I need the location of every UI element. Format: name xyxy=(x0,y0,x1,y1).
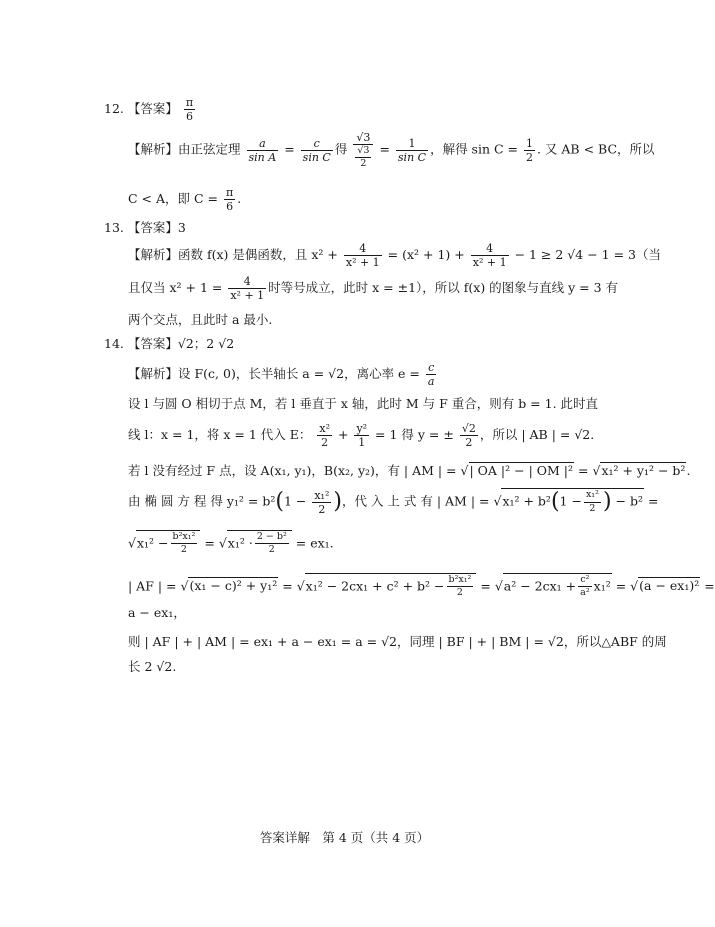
q13-answer-tag: 【答案】 xyxy=(127,220,178,235)
q14-line-10: 长 2 √2. xyxy=(128,659,177,674)
q13-analysis-line-3: 两个交点，且此时 a 最小. xyxy=(128,312,273,327)
q14-line-9: 则 | AF | + | AM | = ex₁ + a − ex₁ = a = √2，同理 | BF | + | BM | = √2，所以△ABF 的周 xyxy=(128,634,667,649)
q14-sqrt-af: (x₁ − c)² + y₁² xyxy=(189,578,278,594)
q12-answer-line xyxy=(104,97,197,122)
q12-frac-2: $\frac{c}{\text{sin C}}$ xyxy=(302,136,331,164)
q13-analysis-line-2: 且仅当 x² + 1 = $\frac{4}{\text{x² + 1}}$ 时等号成立，此时 x = ±1），所以 f(x) 的图象与直线 y = 3 有 xyxy=(128,275,619,302)
q14-sqrt-6b: x₁² · $\frac{\text{2 − b²}}{2}$ xyxy=(227,530,292,556)
q14-frac-x2: $\frac{\text{x²}}{2}$ xyxy=(319,422,330,449)
page-footer: 答案详解 第 4 页（共 4 页） xyxy=(259,830,430,845)
q14-sqrt-7c: a² − 2cx₁ + $\frac{\text{c²}}{\text{a²}}$ x₁² xyxy=(503,574,611,599)
q14-analysis-tag: 【解析】 xyxy=(128,366,179,381)
q13-frac-3: $\frac{4}{\text{x² + 1}}$ xyxy=(230,275,265,302)
q14-line-4: 若 l 没有经过 F 点，设 A(x₁, y₁)，B(x₂, y₂)，有 | AM | = √| OA |² − | OM |² = √x₁² + y₁² − b². xyxy=(128,463,691,478)
q12-number: 12. xyxy=(104,101,124,116)
q14-analysis-line-1: 【解析】设 F(c, 0)，长半轴长 a = √2，离心率 e = $\frac{c}{a}$ xyxy=(128,361,435,388)
q13-answer-value: 3 xyxy=(177,220,186,235)
q14-frac-y2: $\frac{\text{y²}}{1}$ xyxy=(356,422,368,449)
q14-line-2: 设 l 与圆 O 相切于点 M，若 l 垂直于 x 轴，此时 M 与 F 重合，则有 b = 1. 此时直 xyxy=(128,396,599,411)
q14-frac-x1sq-2: $\frac{\text{x₁²}}{2}$ xyxy=(314,488,330,516)
q12-frac-4: $\frac{1}{\text{sin C}}$ xyxy=(397,136,427,164)
q13-frac-2: $\frac{4}{\text{x² + 1}}$ xyxy=(472,242,507,269)
q12-frac-5: $\frac{1}{2}$ xyxy=(525,136,533,164)
q14-line-6: √x₁² − $\frac{\text{b²x₁²}}{2}$ = √x₁² · $\frac{\text{2 − b²}}{2}$ = ex₁. xyxy=(128,531,334,556)
q14-number: 14. xyxy=(104,336,124,351)
q14-sqrt-6a: x₁² − $\frac{\text{b²x₁²}}{2}$ xyxy=(136,530,200,556)
q12-answer-tag: 【答案】 xyxy=(127,101,178,116)
q12-analysis-tag: 【解析】 xyxy=(128,141,179,157)
q12-conclusion-line: C < A，即 C = $\frac{\pi}{6}$ . xyxy=(128,186,242,213)
q14-answer-value: √2；2 √2 xyxy=(177,336,235,351)
q14-frac-e: $\frac{c}{a}$ xyxy=(427,361,435,388)
q13-analysis-line-1: 【解析】函数 f(x) 是偶函数，且 x² + $\frac{4}{\text{x² + 1}}$ = (x² + 1) + $\frac{4}{\text{x² + 1}}$ − 1 ≥ 2 √4 − 1 = 3（当 xyxy=(128,242,661,269)
q14-line-8: a − ex₁， xyxy=(128,605,186,620)
q14-sqrt-x1-y1: x₁² + y₁² − b² xyxy=(601,463,686,478)
q14-sqrt-am: x₁² + b²(1 − $\frac{\text{x₁²}}{2}$ ) − b² xyxy=(502,489,643,514)
q14-answer-tag: 【答案】 xyxy=(127,336,178,351)
q13-answer-line xyxy=(104,222,186,235)
q14-line-7: | AF | = √(x₁ − c)² + y₁² = √x₁² − 2cx₁ + c² + b² − $\frac{\text{b²x₁²}}{2}$ = √a² − 2cx₁ + $\frac{\text{c²}}{\text{a²}}$ x₁² = √(a − ex₁)² = xyxy=(128,574,715,599)
q12-frac-1: $\frac{a}{\text{sin A}}$ xyxy=(248,136,277,164)
q14-line-5: 由 椭 圆 方 程 得 y₁² = b²(1 − $\frac{\text{x₁²}}{2}$ )，代 入 上 式 有 | AM | = √x₁² + b²(1 − $\frac{\text{x₁²}}{2}$ ) − b² = xyxy=(128,488,659,516)
q13-analysis-tag: 【解析】 xyxy=(128,247,179,262)
q12-frac-6: $\frac{\pi}{6}$ xyxy=(225,186,234,213)
q14-sqrt-7d: (a − ex₁)² xyxy=(639,578,700,594)
q14-line-3: 线 l：x = 1，将 x = 1 代入 E： $\frac{\text{x²}}{2}$ + $\frac{\text{y²}}{1}$ = 1 得 y = ± $\frac{√2}{2}$ ，所以 | AB | = √2. xyxy=(128,422,595,449)
q14-sqrt-7b: x₁² − 2cx₁ + c² + b² − $\frac{\text{b²x₁²}}{2}$ xyxy=(305,573,477,599)
q13-frac-1: $\frac{4}{\text{x² + 1}}$ xyxy=(345,242,380,269)
q14-sqrt-oa-om: | OA |² − | OM |² xyxy=(469,463,574,478)
q12-frac-3: $\frac{√3}{\frac{√3}{2}}$ xyxy=(353,132,373,168)
q12-answer-fraction: $\frac{\pi}{6}$ xyxy=(185,96,194,123)
q14-answer-line xyxy=(104,338,234,351)
q12-analysis-line: 【解析】由正弦定理 $\frac{a}{\text{sin A}}$ = $\frac{c}{\text{sin C}}$ 得 $\frac{√3}{\frac{√3}{2}}$ = $\frac{1}{\text{sin C}}$ ，解得 sin C = $\frac{1}{2}$ . 又 AB < BC，所以 xyxy=(128,131,655,169)
q13-number: 13. xyxy=(104,220,124,235)
q14-frac-sqrt2: $\frac{√2}{2}$ xyxy=(461,422,476,449)
